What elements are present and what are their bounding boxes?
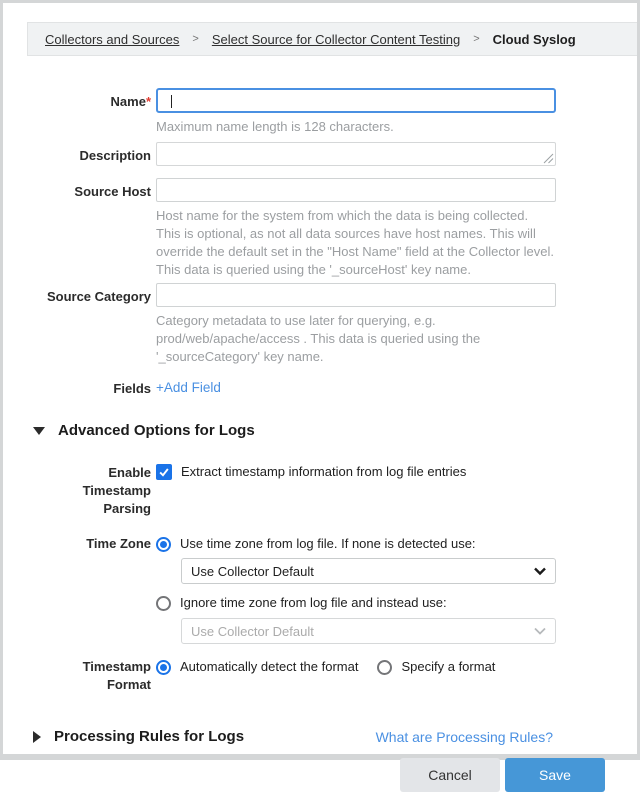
cancel-button[interactable]: Cancel: [400, 758, 500, 792]
auto-detect-format-radio[interactable]: [156, 660, 171, 675]
timestamp-format-label: Timestamp Format: [82, 659, 151, 692]
required-asterisk: *: [145, 94, 151, 109]
add-field-link[interactable]: +Add Field: [156, 380, 221, 395]
chevron-down-icon: [534, 567, 546, 575]
timezone-override-select: [181, 618, 556, 644]
fields-label: Fields: [113, 381, 151, 396]
name-helper-text: Maximum name length is 128 characters.: [156, 119, 394, 134]
ignore-timezone-radio-label[interactable]: Ignore time zone from log file and instead use:: [180, 595, 447, 610]
advanced-options-section-header[interactable]: [33, 422, 637, 439]
source-category-helper-text: Category metadata to use later for querying, e.g. prod/web/apache/access . This data is queried using the '_sourceCategory' key name.: [156, 313, 481, 364]
specify-format-radio-label[interactable]: Specify a format: [401, 659, 496, 674]
breadcrumb-separator: >: [473, 33, 480, 45]
breadcrumb: [27, 22, 637, 56]
extract-timestamp-checkbox-label[interactable]: Extract timestamp information from log file entries: [181, 464, 467, 479]
use-timezone-from-log-radio[interactable]: [156, 537, 171, 552]
advanced-options-title: Advanced Options for Logs: [58, 422, 255, 439]
description-label: Description: [79, 148, 151, 163]
name-label: Name*: [110, 94, 151, 109]
triangle-down-icon: [33, 427, 45, 435]
enable-timestamp-parsing-label: Enable Timestamp Parsing: [82, 465, 151, 516]
source-category-label: Source Category: [46, 289, 151, 304]
breadcrumb-separator: >: [192, 33, 199, 45]
description-textarea[interactable]: [156, 142, 556, 166]
breadcrumb-collectors-and-sources[interactable]: Collectors and Sources: [45, 31, 180, 47]
checkmark-icon: [158, 466, 170, 478]
name-input[interactable]: [156, 88, 556, 113]
timezone-override-select-value: Use Collector Default: [191, 623, 314, 639]
source-host-label: Source Host: [74, 184, 151, 199]
auto-detect-format-radio-label[interactable]: Automatically detect the format: [180, 659, 359, 674]
use-timezone-from-log-radio-label[interactable]: Use time zone from log file. If none is detected use:: [180, 536, 476, 551]
triangle-right-icon: [33, 731, 41, 743]
resize-handle-icon[interactable]: [544, 154, 553, 163]
breadcrumb-current-cloud-syslog: Cloud Syslog: [492, 31, 576, 47]
what-are-processing-rules-link[interactable]: What are Processing Rules?: [375, 728, 553, 745]
source-host-helper-text: Host name for the system from which the data is being collected. This is optional, as not all data sources have host names. This will override the default set in the "Host Name" field at the Collector level. This data is queried using the '_sourceHost' key name.: [156, 208, 554, 277]
source-category-input[interactable]: [156, 283, 556, 307]
timezone-fallback-select[interactable]: [181, 558, 556, 584]
specify-format-radio[interactable]: [377, 660, 392, 675]
timezone-fallback-select-value: Use Collector Default: [191, 563, 314, 579]
time-zone-label: Time Zone: [86, 536, 151, 551]
processing-rules-section-header[interactable]: [33, 728, 244, 745]
text-caret: [171, 95, 172, 108]
extract-timestamp-checkbox[interactable]: [156, 464, 172, 480]
source-host-input[interactable]: [156, 178, 556, 202]
chevron-down-icon: [534, 627, 546, 635]
breadcrumb-select-source[interactable]: Select Source for Collector Content Testing: [211, 31, 461, 47]
ignore-timezone-radio[interactable]: [156, 596, 171, 611]
save-button[interactable]: Save: [505, 758, 605, 792]
processing-rules-title: Processing Rules for Logs: [54, 728, 245, 745]
